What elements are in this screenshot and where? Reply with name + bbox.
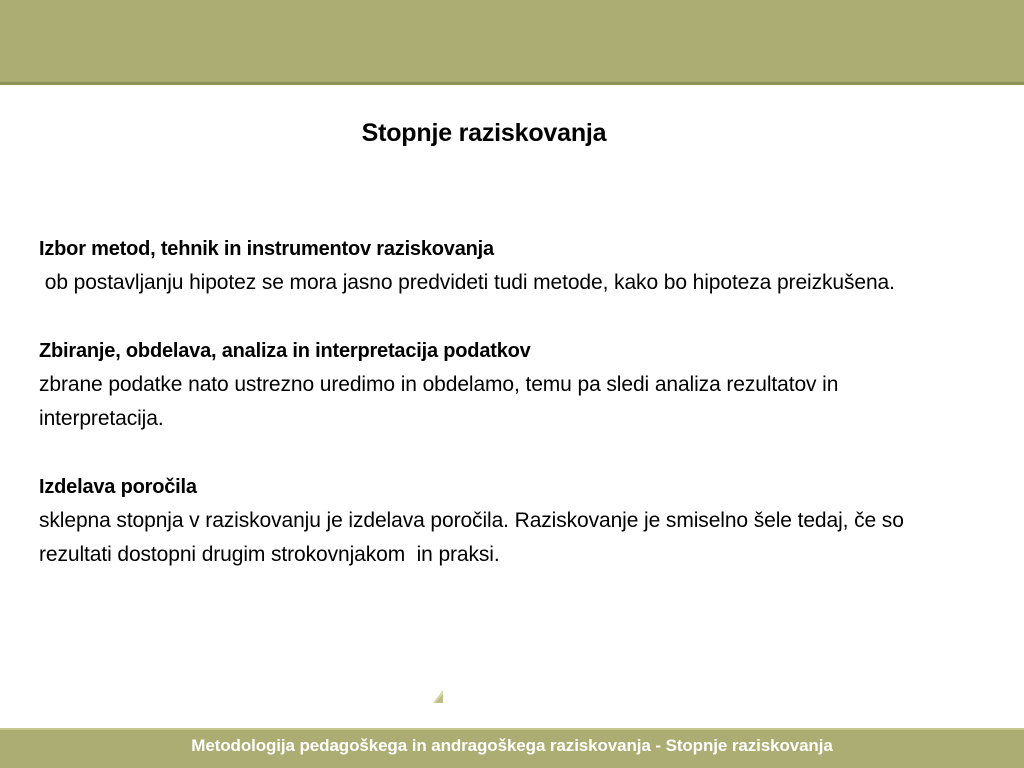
section-data-analysis [39, 334, 939, 436]
footer-text: Metodologija pedagoškega in andragoškega raziskovanja - Stopnje raziskovanja [191, 736, 833, 755]
slide-title: Stopnje raziskovanja [361, 119, 607, 147]
section-report [39, 470, 939, 572]
slide-content [39, 232, 939, 606]
header-divider [0, 82, 1024, 85]
section-method-selection [39, 232, 939, 300]
section-text: sklepna stopnja v raziskovanju je izdelava poročila. Raziskovanje je smiselno šele tedaj, če so rezultati dostopni drugim strokovnjakom in praksi. [39, 509, 910, 566]
section-heading: Izbor metod, tehnik in instrumentov raziskovanja [39, 238, 494, 260]
section-heading: Zbiranje, obdelava, analiza in interpretacija podatkov [39, 340, 531, 362]
section-text: ob postavljanju hipotez se mora jasno predvideti tudi metode, kako bo hipoteza preizkušena. [39, 271, 895, 294]
pointer-icon [431, 688, 445, 704]
section-text: zbrane podatke nato ustrezno uredimo in obdelamo, temu pa sledi analiza rezultatov in interpretacija. [39, 373, 839, 430]
section-heading: Izdelava poročila [39, 476, 197, 498]
header-band [0, 0, 1024, 82]
